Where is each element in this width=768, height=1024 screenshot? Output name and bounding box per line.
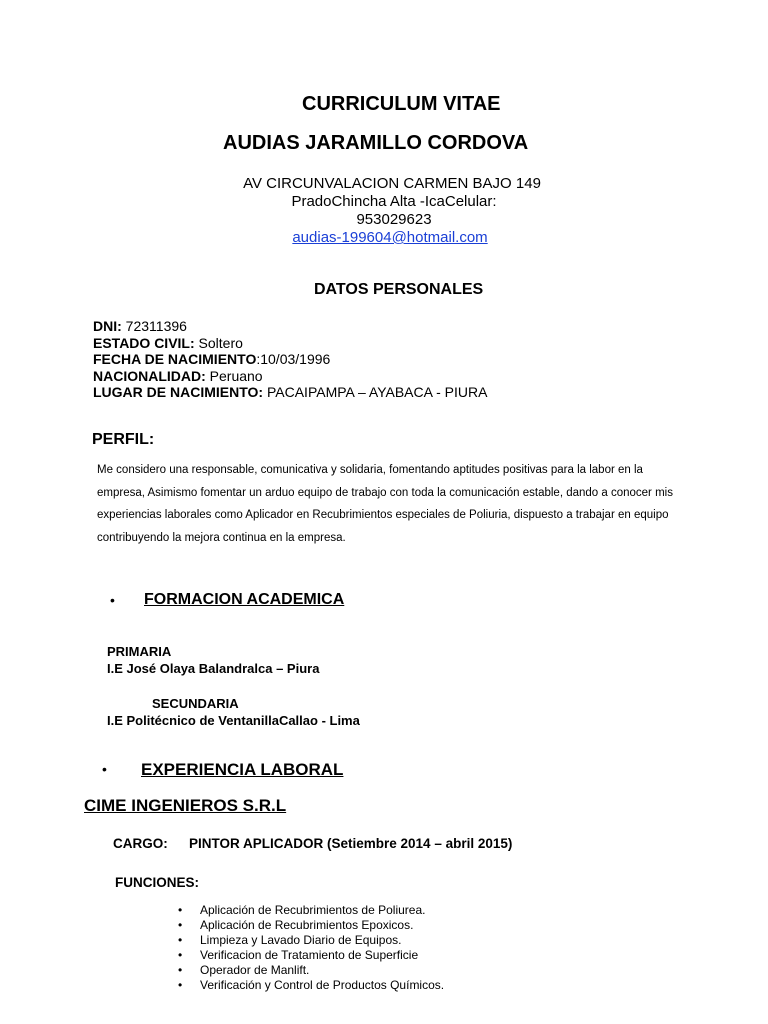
list-item bbox=[178, 963, 444, 978]
primaria-school: I.E José Olaya Balandralca – Piura bbox=[107, 661, 320, 676]
formacion-heading: FORMACION ACADEMICA bbox=[144, 591, 345, 608]
field-value: 72311396 bbox=[121, 318, 187, 334]
field-value: :10/03/1996 bbox=[256, 351, 331, 367]
bullet-icon: • bbox=[178, 918, 183, 932]
field-estado-civil bbox=[93, 335, 487, 352]
list-item bbox=[178, 978, 444, 993]
funciones-list bbox=[178, 903, 444, 993]
bullet-icon: • bbox=[178, 948, 183, 962]
list-item bbox=[178, 933, 444, 948]
bullet-icon: • bbox=[178, 963, 183, 977]
bullet-icon: • bbox=[178, 903, 183, 917]
experiencia-heading: EXPERIENCIA LABORAL bbox=[141, 760, 344, 779]
funcion-text: Operador de Manlift. bbox=[200, 963, 310, 977]
cargo-label: CARGO: bbox=[113, 836, 168, 851]
field-label: FECHA DE NACIMIENTO bbox=[93, 351, 257, 367]
email-link[interactable]: audias-199604@hotmail.com bbox=[292, 229, 488, 246]
funcion-text: Aplicación de Recubrimientos Epoxicos. bbox=[200, 918, 414, 932]
secundaria-school: I.E Politécnico de VentanillaCallao - Lima bbox=[107, 713, 360, 728]
funcion-text: Verificación y Control de Productos Químicos. bbox=[200, 978, 445, 992]
field-label: ESTADO CIVIL: bbox=[93, 334, 195, 351]
phone-number: 953029623 bbox=[356, 211, 432, 228]
personal-info-block bbox=[93, 318, 487, 401]
funcion-text: Limpieza y Lavado Diario de Equipos. bbox=[200, 933, 402, 947]
field-value: Peruano bbox=[205, 367, 263, 384]
cv-title: CURRICULUM VITAE bbox=[302, 93, 501, 115]
field-label: DNI: bbox=[93, 318, 122, 334]
funciones-label: FUNCIONES: bbox=[115, 875, 199, 890]
datos-personales-heading: DATOS PERSONALES bbox=[314, 281, 484, 298]
field-label: LUGAR DE NACIMIENTO: bbox=[93, 384, 264, 400]
field-dni bbox=[93, 318, 487, 335]
field-value: Soltero bbox=[194, 334, 243, 351]
field-lugar-nacimiento bbox=[93, 384, 487, 401]
secundaria-label: SECUNDARIA bbox=[152, 696, 239, 711]
perfil-heading: PERFIL: bbox=[92, 431, 155, 448]
bullet-icon: • bbox=[110, 592, 115, 608]
bullet-icon: • bbox=[178, 933, 183, 947]
cargo-value: PINTOR APLICADOR (Setiembre 2014 – abril 2015) bbox=[189, 836, 513, 851]
field-value: PACAIPAMPA – AYABACA - PIURA bbox=[263, 384, 488, 400]
perfil-text: Me considero una responsable, comunicativa y solidaria, fomentando aptitudes positivas para la labor en la empresa, Asimismo fomentar un arduo equipo de trabajo con toda la comunicación estable, dando a conocer mis experiencias laborales como Aplicador en Recubrimientos especiales de Poliuria, dispuesto a trabajar en equipo contribuyendo la mejora continua en la empresa. bbox=[97, 464, 673, 545]
field-nacionalidad bbox=[93, 368, 487, 385]
primaria-label: PRIMARIA bbox=[107, 644, 172, 659]
field-label: NACIONALIDAD: bbox=[93, 367, 206, 384]
address-line-2: PradoChincha Alta -IcaCelular: bbox=[291, 193, 497, 210]
email-line bbox=[6, 229, 768, 246]
list-item bbox=[178, 948, 444, 963]
list-item bbox=[178, 903, 444, 918]
bullet-icon: • bbox=[178, 978, 183, 992]
candidate-name: AUDIAS JARAMILLO CORDOVA bbox=[223, 132, 529, 154]
list-item bbox=[178, 918, 444, 933]
funcion-text: Aplicación de Recubrimientos de Poliurea. bbox=[200, 903, 426, 917]
address-line-1: AV CIRCUNVALACION CARMEN BAJO 149 bbox=[243, 175, 541, 192]
field-fecha-nacimiento bbox=[93, 351, 487, 368]
bullet-icon: • bbox=[102, 761, 107, 777]
company-name: CIME INGENIEROS S.R.L bbox=[84, 796, 287, 815]
funcion-text: Verificacion de Tratamiento de Superficie bbox=[200, 948, 419, 962]
